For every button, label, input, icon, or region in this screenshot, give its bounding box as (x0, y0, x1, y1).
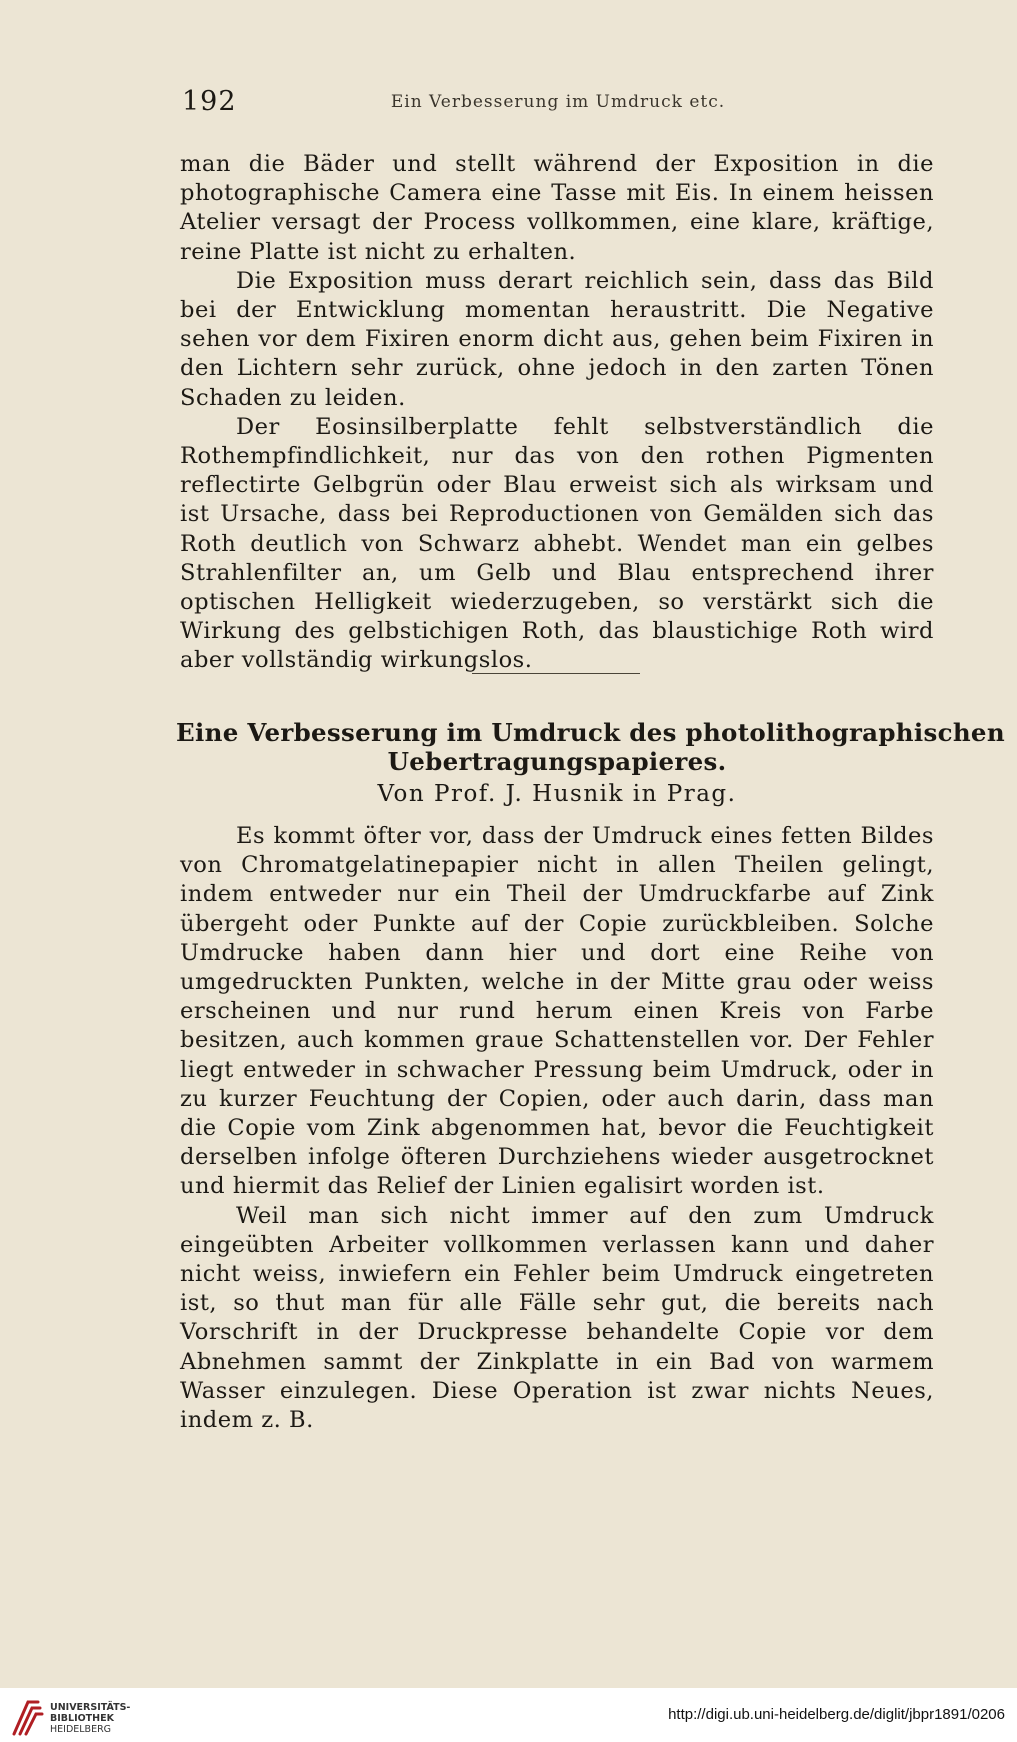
logo-text-line: UNIVERSITÄTS- (50, 1702, 131, 1713)
logo-text-line: HEIDELBERG (50, 1724, 112, 1735)
library-logo-text (50, 1702, 130, 1735)
article-title-line: Eine Verbesserung im Umdruck des photolithographischen (176, 718, 1005, 747)
logo-text-line: BIBLIOTHEK (50, 1713, 114, 1724)
page-header (182, 86, 934, 122)
article-title-line: Uebertragungspapieres. (387, 747, 727, 776)
page-number: 192 (182, 86, 237, 117)
viewer-footer (0, 1688, 1017, 1742)
article-body-text (180, 822, 934, 1435)
permalink-url[interactable]: http://digi.ub.uni-heidelberg.de/diglit/jbpr1891/0206 (668, 1706, 1005, 1723)
paragraph: Die Exposition muss derart reichlich sein, dass das Bild bei der Entwicklung momentan heraustritt. Die Negative sehen vor dem Fixiren enorm dicht aus, gehen beim Fixiren in den Lichtern sehr zurück, ohne jedoch in den zarten Tönen Schaden zu leiden. (180, 267, 934, 411)
library-logo[interactable] (8, 1696, 138, 1738)
article-byline: Von Prof. J. Husnik in Prag. (377, 781, 737, 807)
previous-article-text (180, 150, 934, 676)
section-divider (472, 673, 640, 674)
paragraph: Es kommt öfter vor, dass der Umdruck eines fetten Bildes von Chromatgelatinepapier nicht in allen Theilen gelingt, indem entweder nur ein Theil der Umdruckfarbe auf Zink übergeht oder Punkte auf der Copie zurückbleiben. Solche Umdrucke haben dann hier und dort eine Reihe von umgedruckten Punkten, welche in der Mitte grau oder weiss erscheinen und nur rund herum einen Kreis von Farbe besitzen, auch kommen graue Schattenstellen vor. Der Fehler liegt entweder in schwacher Pressung beim Umdruck, oder in zu kurzer Feuchtung der Copien, oder auch darin, dass man die Copie vom Zink abgenommen hat, bevor die Feuchtigkeit derselben infolge öfteren Durchziehens wieder ausgetrocknet und hiermit das Relief der Linien egalisirt worden ist. (180, 823, 934, 1200)
running-head: Ein Verbesserung im Umdruck etc. (390, 92, 726, 112)
paragraph: man die Bäder und stellt während der Exposition in die photographische Camera eine Tasse mit Eis. In einem heissen Atelier versagt der Process vollkommen, eine klare, kräftige, reine Platte ist nicht zu erhalten. (180, 151, 934, 265)
paragraph: Weil man sich nicht immer auf den zum Umdruck eingeübten Arbeiter vollkommen verlassen kann und daher nicht weiss, inwiefern ein Fehler beim Umdruck eingetreten ist, so thut man für alle Fälle sehr gut, die bereits nach Vorschrift in der Druckpresse behandelte Copie vor dem Abnehmen sammt der Zinkplatte in ein Bad von warmem Wasser einzulegen. Diese Operation ist zwar nichts Neues, indem z. B. (180, 1202, 934, 1434)
library-logo-icon (8, 1696, 46, 1738)
article-title (176, 718, 1005, 776)
paragraph: Der Eosinsilberplatte fehlt selbstverständlich die Rothempfindlichkeit, nur das von den rothen Pigmenten reflectirte Gelbgrün oder Blau erweist sich als wirksam und ist Ursache, dass bei Reproductionen von Gemälden sich das Roth deutlich von Schwarz abhebt. Wendet man ein gelbes Strahlenfilter an, um Gelb und Blau entsprechend ihrer optischen Helligkeit wiederzugeben, so verstärkt sich die Wirkung des gelbstichigen Roth, das blaustichige Roth wird aber vollständig wirkungslos. (180, 413, 934, 674)
